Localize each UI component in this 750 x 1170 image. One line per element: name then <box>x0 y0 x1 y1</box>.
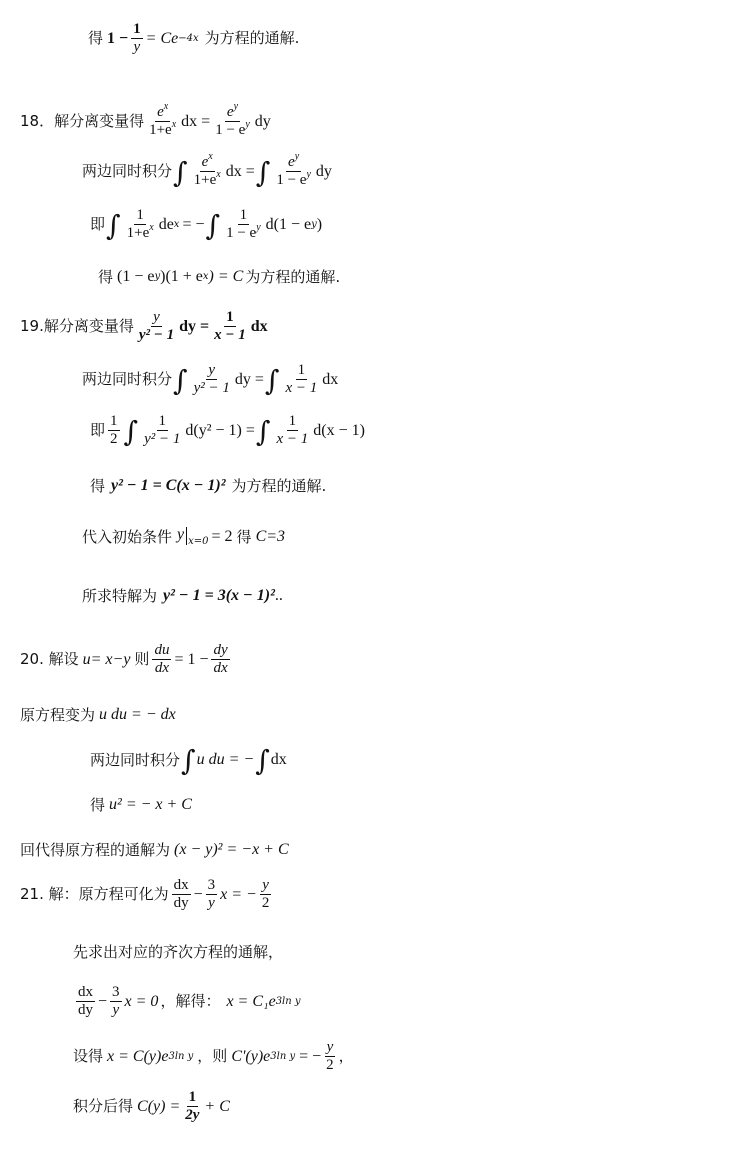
math: = Ce <box>145 29 179 47</box>
denominator: y <box>133 39 141 55</box>
denominator: x − 1 <box>285 380 318 396</box>
numerator: 1 <box>239 207 248 223</box>
integral-sign: ∫ <box>106 208 121 242</box>
numerator <box>286 151 301 172</box>
math: y² − 1 = C(x − 1)² <box>111 477 226 494</box>
text: 先求出对应的齐次方程的通解， <box>73 943 284 961</box>
eq-line-10 <box>82 588 283 604</box>
math: de <box>158 215 174 233</box>
math: dy <box>254 112 271 130</box>
exponent: y <box>294 151 300 162</box>
exponent: x <box>171 119 177 130</box>
math: dx = <box>181 112 211 130</box>
exponent: x <box>216 169 221 180</box>
eq-line-15 <box>20 842 289 858</box>
fraction <box>274 414 310 447</box>
text: 所求特解为 <box>82 586 158 605</box>
math: 1+e <box>193 172 217 188</box>
math: d(y² − 1) = <box>185 421 255 439</box>
text: 为方程的通解. <box>231 476 327 495</box>
eq-line-12 <box>20 707 176 723</box>
numerator: 1 <box>133 21 141 37</box>
denominator: y <box>112 1002 120 1018</box>
eq-line-3: 即 ∫ $\frac{1}{1+e^x}$ de x = − ∫ $\frac{1}{1 - e^y}$ d(1 − e y ) <box>90 207 323 242</box>
numerator: du <box>154 642 170 658</box>
fraction <box>192 151 223 188</box>
text: 两边同时积分 <box>82 162 173 180</box>
fraction <box>274 151 313 188</box>
numerator: y <box>208 362 216 378</box>
math: = 1 − <box>174 650 209 668</box>
fraction <box>284 363 320 396</box>
fraction <box>108 414 120 447</box>
math: C'(y)e <box>231 1047 271 1065</box>
denominator: 2y <box>185 1107 200 1123</box>
math: = − <box>299 1047 322 1065</box>
fraction <box>131 22 143 55</box>
math: dx <box>322 370 339 388</box>
text: 代入初始条件 <box>82 527 173 546</box>
math: u² = − x + C <box>109 796 192 813</box>
math: u= x−y <box>82 650 131 668</box>
math: .. <box>274 587 283 604</box>
numerator: 1 <box>110 413 118 429</box>
eq-line-4: 得 (1 − e y )(1 + e x ) = C 为方程的通解. <box>98 267 341 286</box>
numerator: y <box>153 309 160 325</box>
math: 1+e <box>126 225 150 241</box>
fraction <box>260 878 272 911</box>
denominator: x − 1 <box>276 431 309 447</box>
text: 为方程的通解. <box>245 267 341 286</box>
denominator <box>192 169 223 188</box>
numerator <box>200 151 215 172</box>
math: y² − 1 = 3(x − 1)² <box>163 587 275 604</box>
numerator: 1 <box>288 413 297 429</box>
math: dy <box>315 162 332 180</box>
denominator: dy <box>173 895 189 911</box>
fraction <box>110 985 122 1018</box>
math: − <box>193 885 203 903</box>
math: (1 − e <box>117 268 155 285</box>
integral-sign: ∫ <box>255 155 271 189</box>
fraction <box>211 643 229 676</box>
eq-line-13 <box>90 744 287 777</box>
exponent: x <box>208 151 213 162</box>
math: (x − y)² = −x + C <box>174 841 289 858</box>
exponent: y <box>233 101 239 112</box>
eq-line-0: 得 1 − $\frac{1}{y}$ = Ce −4x 为方程的通解. <box>88 21 300 55</box>
eq-line-17 <box>73 945 283 960</box>
numerator <box>225 101 240 122</box>
denominator <box>147 119 178 138</box>
math: y <box>177 526 185 543</box>
fraction <box>213 101 252 138</box>
integral-sign: ∫ <box>173 155 188 189</box>
denominator: y <box>208 895 215 911</box>
math: dx <box>270 751 287 768</box>
math: 1 − e <box>226 225 257 241</box>
math: = 2 <box>211 528 233 545</box>
math: dx = <box>225 162 255 180</box>
denominator <box>274 169 313 188</box>
math: 1+e <box>149 122 172 138</box>
text: 得 <box>98 267 114 286</box>
eq-line-8 <box>90 478 326 494</box>
math: e <box>157 104 164 120</box>
math: x = 0 <box>124 992 159 1010</box>
text: 为方程的通解. <box>204 29 300 47</box>
numerator: 1 <box>158 413 166 429</box>
eq-line-19: 设得 x = C(y)e 3ln y ，则 C'(y)e 3ln y = − $\frac{y}{2}$ ， <box>73 1039 354 1073</box>
fraction <box>206 878 218 911</box>
integral-sign: ∫ <box>181 744 196 777</box>
numerator: dx <box>173 877 189 893</box>
numerator: 1 <box>297 362 306 378</box>
numerator: dy <box>213 642 228 658</box>
math: u du = − <box>196 751 255 768</box>
denominator <box>224 222 263 241</box>
eq-line-1 <box>20 101 271 138</box>
math: = − <box>182 215 205 233</box>
denominator: 2 <box>110 431 118 447</box>
denominator: y² − 1 <box>144 431 181 447</box>
math: C=3 <box>255 528 286 545</box>
exponent: x <box>163 101 169 112</box>
numerator: 3 <box>112 984 120 1000</box>
math: u du = − dx <box>99 706 176 723</box>
numerator: y <box>262 877 269 893</box>
math: ) <box>316 215 323 233</box>
math: C(y) = <box>137 1097 181 1115</box>
text: 两边同时积分 <box>82 370 173 388</box>
text: 得 <box>88 29 104 47</box>
numerator: dx <box>78 984 93 1000</box>
denominator: x − 1 <box>214 327 246 343</box>
eq-line-14 <box>90 797 192 813</box>
eq-line-2 <box>82 151 332 189</box>
math: + C <box>204 1097 230 1115</box>
math: e <box>226 104 234 120</box>
denominator: 2 <box>261 895 270 911</box>
math: dy = <box>234 370 264 388</box>
denominator <box>213 119 252 138</box>
math: dx <box>250 317 268 335</box>
math: ) = C <box>208 268 244 285</box>
math: − <box>98 992 108 1010</box>
text: 即 <box>90 421 106 439</box>
exponent: x <box>149 222 154 233</box>
eq-line-11 <box>20 643 233 676</box>
math: x = − <box>220 885 257 903</box>
math: 1 − <box>107 29 129 47</box>
numerator: 1 <box>226 309 234 325</box>
eq-line-20 <box>73 1090 230 1123</box>
denominator: dx <box>213 660 228 676</box>
eq-line-9 <box>82 527 285 547</box>
integral-sign: ∫ <box>264 363 280 397</box>
math: d(1 − e <box>265 215 312 233</box>
denominator: y² − 1 <box>193 380 230 396</box>
denominator: 2 <box>326 1057 334 1073</box>
fraction <box>324 1040 336 1073</box>
text: ，解得： <box>160 992 221 1010</box>
text: 20. 解设 <box>20 650 79 668</box>
integral-sign: ∫ <box>205 208 221 242</box>
fraction <box>183 1090 201 1123</box>
fraction <box>212 310 248 343</box>
exponent: y <box>256 222 261 233</box>
exponent: y <box>306 169 311 180</box>
math: x = C₁e <box>226 992 276 1010</box>
denominator: y² − 1 <box>138 327 175 343</box>
text: ，则 <box>197 1047 228 1065</box>
math: )(1 + e <box>160 268 203 285</box>
integral-sign: ∫ <box>255 744 270 777</box>
fraction <box>192 363 232 396</box>
text: 积分后得 <box>73 1097 134 1115</box>
fraction <box>125 208 156 241</box>
numerator: 1 <box>188 1089 197 1105</box>
numerator: y <box>326 1039 334 1055</box>
denominator: dx <box>154 660 170 676</box>
fraction <box>76 985 95 1018</box>
text: 回代得原方程的通解为 <box>20 840 171 859</box>
fraction <box>152 643 171 676</box>
eq-line-6 <box>82 363 338 396</box>
subscript: x=0 <box>188 536 209 547</box>
denominator: dy <box>78 1002 93 1018</box>
integral-sign: ∫ <box>173 363 188 397</box>
math: e <box>201 154 209 170</box>
fraction <box>172 878 191 911</box>
text: 则 <box>134 650 150 668</box>
math: dy = <box>179 317 210 335</box>
eq-line-18: $\frac{dx}{dy}$ − $\frac{3}{y}$ x = 0 ，解得： x = C₁e 3ln y <box>78 984 301 1018</box>
numerator: 3 <box>207 877 216 893</box>
text: 原方程变为 <box>20 705 96 724</box>
math: e <box>288 154 295 170</box>
math: 1 − e <box>215 122 246 138</box>
text: 两边同时积分 <box>90 750 181 769</box>
fraction <box>137 310 176 343</box>
text: 19.解分离变量得 <box>20 317 134 335</box>
integral-sign: ∫ <box>123 414 139 448</box>
math: x = C(y)e <box>107 1047 169 1065</box>
text: 得 <box>90 476 106 495</box>
numerator <box>155 101 170 122</box>
exponent: y <box>245 119 250 130</box>
eq-line-5 <box>20 310 268 343</box>
text: 21. 解：原方程可化为 <box>20 885 169 903</box>
text: 得 <box>90 795 106 814</box>
eq-line-7 <box>90 414 365 447</box>
denominator <box>125 222 156 241</box>
fraction <box>147 101 178 138</box>
eval-bar <box>186 527 187 545</box>
numerator: 1 <box>136 207 144 223</box>
text: 18．解分离变量得 <box>20 112 145 130</box>
math: d(x − 1) <box>313 421 365 439</box>
text: ， <box>338 1047 354 1065</box>
integral-sign: ∫ <box>255 414 271 448</box>
fraction <box>224 208 263 241</box>
math: 1 − e <box>276 172 307 188</box>
evaluation-bar <box>177 527 209 547</box>
text: 得 <box>236 527 252 546</box>
text: 设得 <box>73 1047 104 1065</box>
fraction <box>142 414 182 447</box>
eq-line-16 <box>20 878 274 911</box>
text: 即 <box>90 215 106 233</box>
